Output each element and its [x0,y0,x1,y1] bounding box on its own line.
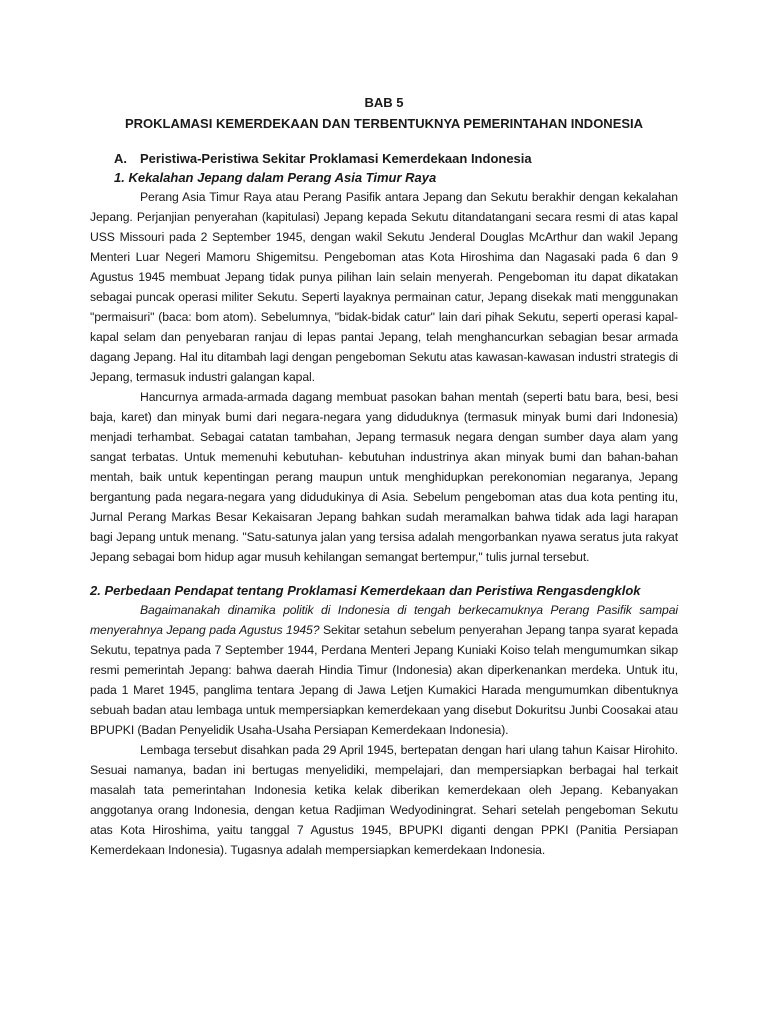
paragraph: Perang Asia Timur Raya atau Perang Pasifik antara Jepang dan Sekutu berakhir dengan kekalahan Jepang. Perjanjian penyerahan (kapitulasi) Jepang kepada Sekutu ditandatangani secara resmi di atas kapal USS Missouri pada 2 September 1945, dengan wakil Sekutu Jenderal Douglas McArthur dan wakil Jepang Menteri Luar Negeri Mamoru Shigemitsu. Pengeboman atas Kota Hiroshima dan Nagasaki pada 6 dan 9 Agustus 1945 membuat Jepang tidak punya pilihan lain selain menyerah. Pengeboman itu dapat dikatakan sebagai puncak operasi militer Sekutu. Seperti layaknya permainan catur, Jepang disekak mati menggunakan "permaisuri" (baca: bom atom). Sebelumnya, "bidak-bidak catur" lain dari pihak Sekutu, seperti operasi kapal-kapal selam dan penyebaran ranjau di lepas pantai Jepang, telah menghancurkan sebagian besar armada dagang Jepang. Hal itu ditambah lagi dengan pengeboman Sekutu atas kawasan-kawasan industri strategis di Jepang, termasuk industri galangan kapal. [90,190,678,384]
paragraph [90,600,678,740]
section-heading-a [114,149,678,168]
paragraph: Lembaga tersebut disahkan pada 29 April 1945, bertepatan dengan hari ulang tahun Kaisar Hirohito. Sesuai namanya, badan ini bertugas menyelidiki, mempelajari, dan mempersiapkan berbagai hal terkait masalah tata pemerintahan Indonesia ketika kelak diberikan kemerdekaan oleh Jepang. Kebanyakan anggotanya orang Indonesia, dengan ketua Radjiman Wedyodiningrat. Sehari setelah pengeboman Sekutu atas Kota Hiroshima, yaitu tanggal 7 Agustus 1945, BPUPKI diganti dengan PPKI (Panitia Persiapan Kemerdekaan Indonesia). Tugasnya adalah mempersiapkan kemerdekaan Indonesia. [90,743,678,857]
chapter-number: BAB 5 [364,95,404,110]
subsection-1-heading: 1. Kekalahan Jepang dalam Perang Asia Timur Raya [114,170,437,185]
subsection-2-heading: 2. Perbedaan Pendapat tentang Proklamasi Kemerdekaan dan Peristiwa Rengasdengklok [90,583,641,598]
paragraph: Hancurnya armada-armada dagang membuat pasokan bahan mentah (seperti batu bara, besi, besi baja, karet) dan minyak bumi dari negara-negara yang diduduknya (termasuk minyak bumi dari Indonesia) menjadi terhambat. Sebagai catatan tambahan, Jepang termasuk negara dengan sumber daya alam yang sangat terbatas. Untuk memenuhi kebutuhan- kebutuhan industrinya akan minyak bumi dan bahan-bahan mentah, baik untuk kepentingan perang maupun untuk menghidupkan perekonomian negaranya, Jepang bergantung pada negara-negara yang didudukinya di Asia. Sebelum pengeboman atas dua kota penting itu, Jurnal Perang Markas Besar Kekaisaran Jepang bahkan sudah meramalkan bahwa tidak ada lagi harapan bagi Jepang untuk menang. "Satu-satunya jalan yang tersisa adalah mengorbankan nyawa seratus juta rakyat Jepang sebagai bom hidup agar musuh kehilangan semangat bertempur," tulis jurnal tersebut. [90,390,678,564]
chapter-title: PROKLAMASI KEMERDEKAAN DAN TERBENTUKNYA PEMERINTAHAN INDONESIA [124,116,644,131]
section-letter: A. [114,151,127,166]
paragraph-lead-question: Bagaimanakah dinamika politik di Indonesia di tengah berkecamuknya Perang Pasifik sampai menyerahnya Jepang pada Agustus 1945? [90,603,678,637]
paragraph-text: Sekitar setahun sebelum penyerahan Jepang tanpa syarat kepada Sekutu, tepatnya pada 7 September 1944, Perdana Menteri Jepang Kuniaki Koiso telah mengumumkan sikap resmi pemerintah Jepang: bahwa daerah Hindia Timur (Indonesia) akan diperkenankan merdeka. Untuk itu, pada 1 Maret 1945, panglima tentara Jepang di Jawa Letjen Kumakici Harada mengumumkan dibentuknya sebuah badan atau lembaga untuk mempersiapkan kemerdekaan yang disebut Dokuritsu Junbi Coosakai atau BPUPKI (Badan Penyelidik Usaha-Usaha Persiapan Kemerdekaan Indonesia). [90,623,679,737]
section-title: Peristiwa-Peristiwa Sekitar Proklamasi Kemerdekaan Indonesia [140,151,532,166]
